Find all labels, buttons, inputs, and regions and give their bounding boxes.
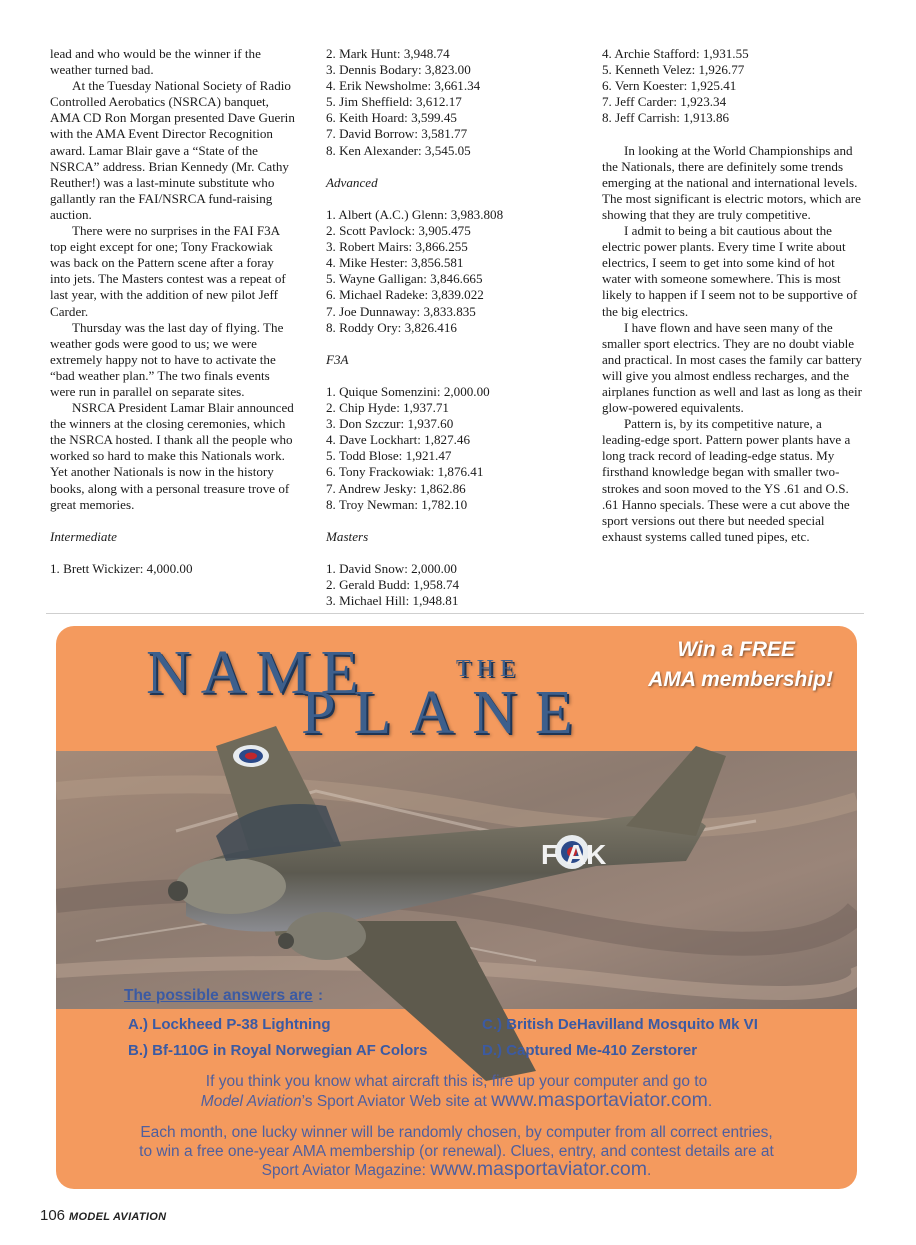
article-paragraph: Thursday was the last day of flying. The weather gods were good to us; we were extremely happy not to have to activate the “bad weather plan.” The two finals events were run in parallel on separate sites. (50, 319, 284, 399)
answer-a: A.) Lockheed P-38 Lightning (128, 1016, 331, 1033)
article-column-3 (602, 46, 864, 545)
result-line: 8. Troy Newman: 1,782.10 (326, 496, 468, 512)
result-line: 4. Mike Hester: 3,856.581 (326, 255, 464, 271)
result-line: 2. Mark Hunt: 3,948.74 (326, 46, 450, 61)
monthly-line-2: to win a free one-year AMA membership (or renewal). Clues, entry, and contest details are at (139, 1143, 774, 1160)
instruction-line-1: If you think you know what aircraft this is, fire up your computer and go to (205, 1073, 708, 1090)
section-heading-masters: Masters (326, 528, 369, 544)
article-paragraph: I have flown and have seen many of the smaller sport electrics. They are no doubt viable and practical. In most cases the family car battery will give you almost endless recharges, and the airplanes function as well and last as long as their glow-powered equivalents. (602, 319, 862, 416)
magazine-name: Model Aviation (200, 1093, 302, 1110)
period-text: . (707, 1093, 713, 1110)
result-line: 1. Brett Wickizer: 4,000.00 (50, 561, 193, 576)
result-line: 1. Albert (A.C.) Glenn: 3,983.808 (326, 206, 504, 222)
win-line-2: AMA membership! (648, 668, 833, 691)
result-line: 5. Jim Sheffield: 3,612.17 (326, 94, 462, 110)
result-line: 1. Quique Somenzini: 2,000.00 (326, 383, 490, 399)
result-line: 7. Joe Dunnaway: 3,833.835 (326, 303, 476, 319)
website-link[interactable]: www.masportaviator.com (430, 1158, 648, 1180)
instruction-text: ’s Sport Aviator Web site at (301, 1093, 492, 1110)
answer-b: B.) Bf-110G in Royal Norwegian AF Colors (128, 1042, 428, 1059)
result-line: 5. Todd Blose: 1,921.47 (326, 448, 452, 464)
result-line: 5. Wayne Galligan: 3,846.665 (326, 271, 483, 287)
wing-roundel-icon (233, 745, 269, 767)
ad-title-the: THE (456, 656, 521, 682)
result-line: 6. Michael Radeke: 3,839.022 (326, 287, 484, 303)
magazine-title: MODEL AVIATION (69, 1211, 167, 1223)
answer-d: D.) Captured Me-410 Zerstorer (482, 1042, 698, 1059)
plane-code-text: F AK (541, 839, 607, 870)
section-heading-f3a: F3A (326, 351, 349, 367)
ad-title-name: NAME (146, 639, 369, 707)
page-folio (40, 1207, 166, 1224)
monthly-text: Sport Aviator Magazine: (261, 1162, 431, 1179)
result-line: 7. Jeff Carder: 1,923.34 (602, 94, 727, 110)
result-line: 4. Archie Stafford: 1,931.55 (602, 46, 749, 61)
period-text: . (647, 1162, 652, 1179)
result-line: 4. Dave Lockhart: 1,827.46 (326, 432, 470, 448)
monthly-line-1: Each month, one lucky winner will be randomly chosen, by computer from all correct entries, (140, 1124, 773, 1141)
article-column-1 (50, 46, 295, 577)
result-line: 8. Roddy Ory: 3,826.416 (326, 319, 457, 335)
result-line: 3. Don Szczur: 1,937.60 (326, 416, 454, 432)
result-line: 6. Vern Koester: 1,925.41 (602, 78, 737, 94)
result-line: 8. Jeff Carrish: 1,913.86 (602, 110, 730, 126)
article-paragraph: lead and who would be the winner if the weather turned bad. (50, 46, 261, 78)
answers-heading-colon: : (318, 987, 323, 1004)
article-paragraph: NSRCA President Lamar Blair announced the winners at the closing ceremonies, which the NSRCA hosted. I thank all the people who worked so hard to make this Nationals work. Yet another Nationals is now in the history books, along with a personal treasure trove of great memories. (50, 400, 294, 512)
article-column-2 (326, 46, 576, 609)
result-line: 3. Robert Mairs: 3,866.255 (326, 239, 468, 255)
result-line: 7. Andrew Jesky: 1,862.86 (326, 480, 466, 496)
article-paragraph: In looking at the World Championships and the Nationals, there are definitely some trends emerging at the national and international levels. The most significant is electric motors, which are showing that they are truly competitive. (602, 142, 861, 222)
result-line: 6. Tony Frackowiak: 1,876.41 (326, 464, 484, 480)
answer-c: C.) British DeHavilland Mosquito Mk VI (482, 1016, 758, 1033)
result-line: 3. Michael Hill: 1,948.81 (326, 593, 459, 609)
article-paragraph: Pattern is, by its competitive nature, a leading-edge sport. Pattern power plants have a long track record of leading-edge status. My firsthand knowledge began with smaller two-strokes and soon moved to the YS .61 and O.S. .61 Hanno specials. These were a cut above the sport versions out there but needed special exhaust systems called tuned pipes, etc. (602, 416, 851, 544)
result-line: 1. David Snow: 2,000.00 (326, 561, 457, 576)
article-paragraph: I admit to being a bit cautious about the electric power plants. Every time I write about electrics, I seem to get into some kind of hot water with someone somewhere. This is most likely to happen if I seem not to be supportive of the big electrics. (602, 223, 858, 319)
section-heading-intermediate: Intermediate (50, 528, 117, 544)
divider-rule (46, 613, 864, 614)
name-the-plane-ad (56, 626, 857, 1189)
result-line: 5. Kenneth Velez: 1,926.77 (602, 62, 745, 78)
monthly-line-3 (56, 1160, 857, 1180)
result-line: 2. Scott Pavlock: 3,905.475 (326, 223, 471, 239)
result-line: 8. Ken Alexander: 3,545.05 (326, 142, 471, 158)
answers-heading: The possible answers are (124, 987, 313, 1004)
ad-title-plane: PLANE (301, 679, 591, 747)
win-line-1: Win a FREE (677, 638, 795, 661)
article-paragraph: At the Tuesday National Society of Radio Controlled Aerobatics (NSRCA) banquet, AMA CD Ron Morgan presented Dave Guerin with the AMA Event Director Recognition award. Lamar Blair gave a “State of the NSRCA” address. Brian Kennedy (Mr. Cathy Reuther!) was a last-minute substitute who gallantly ran the FAI/NSRCA fund-raising auction. (50, 78, 295, 222)
result-line: 3. Dennis Bodary: 3,823.00 (326, 62, 471, 78)
result-line: 6. Keith Hoard: 3,599.45 (326, 110, 457, 126)
section-heading-advanced: Advanced (326, 174, 378, 190)
result-line: 2. Gerald Budd: 1,958.74 (326, 577, 460, 593)
page-number: 106 (40, 1207, 66, 1224)
article-paragraph: There were no surprises in the FAI F3A top eight except for one; Tony Frackowiak was back on the Pattern scene after a foray into jets. The Masters contest was a repeat of last year, with the addition of new pilot Jeff Carder. (50, 223, 286, 319)
result-line: 4. Erik Newsholme: 3,661.34 (326, 78, 481, 94)
result-line: 2. Chip Hyde: 1,937.71 (326, 400, 449, 416)
instruction-line-2 (56, 1091, 857, 1111)
result-line: 7. David Borrow: 3,581.77 (326, 126, 468, 142)
website-link[interactable]: www.masportaviator.com (491, 1089, 708, 1111)
